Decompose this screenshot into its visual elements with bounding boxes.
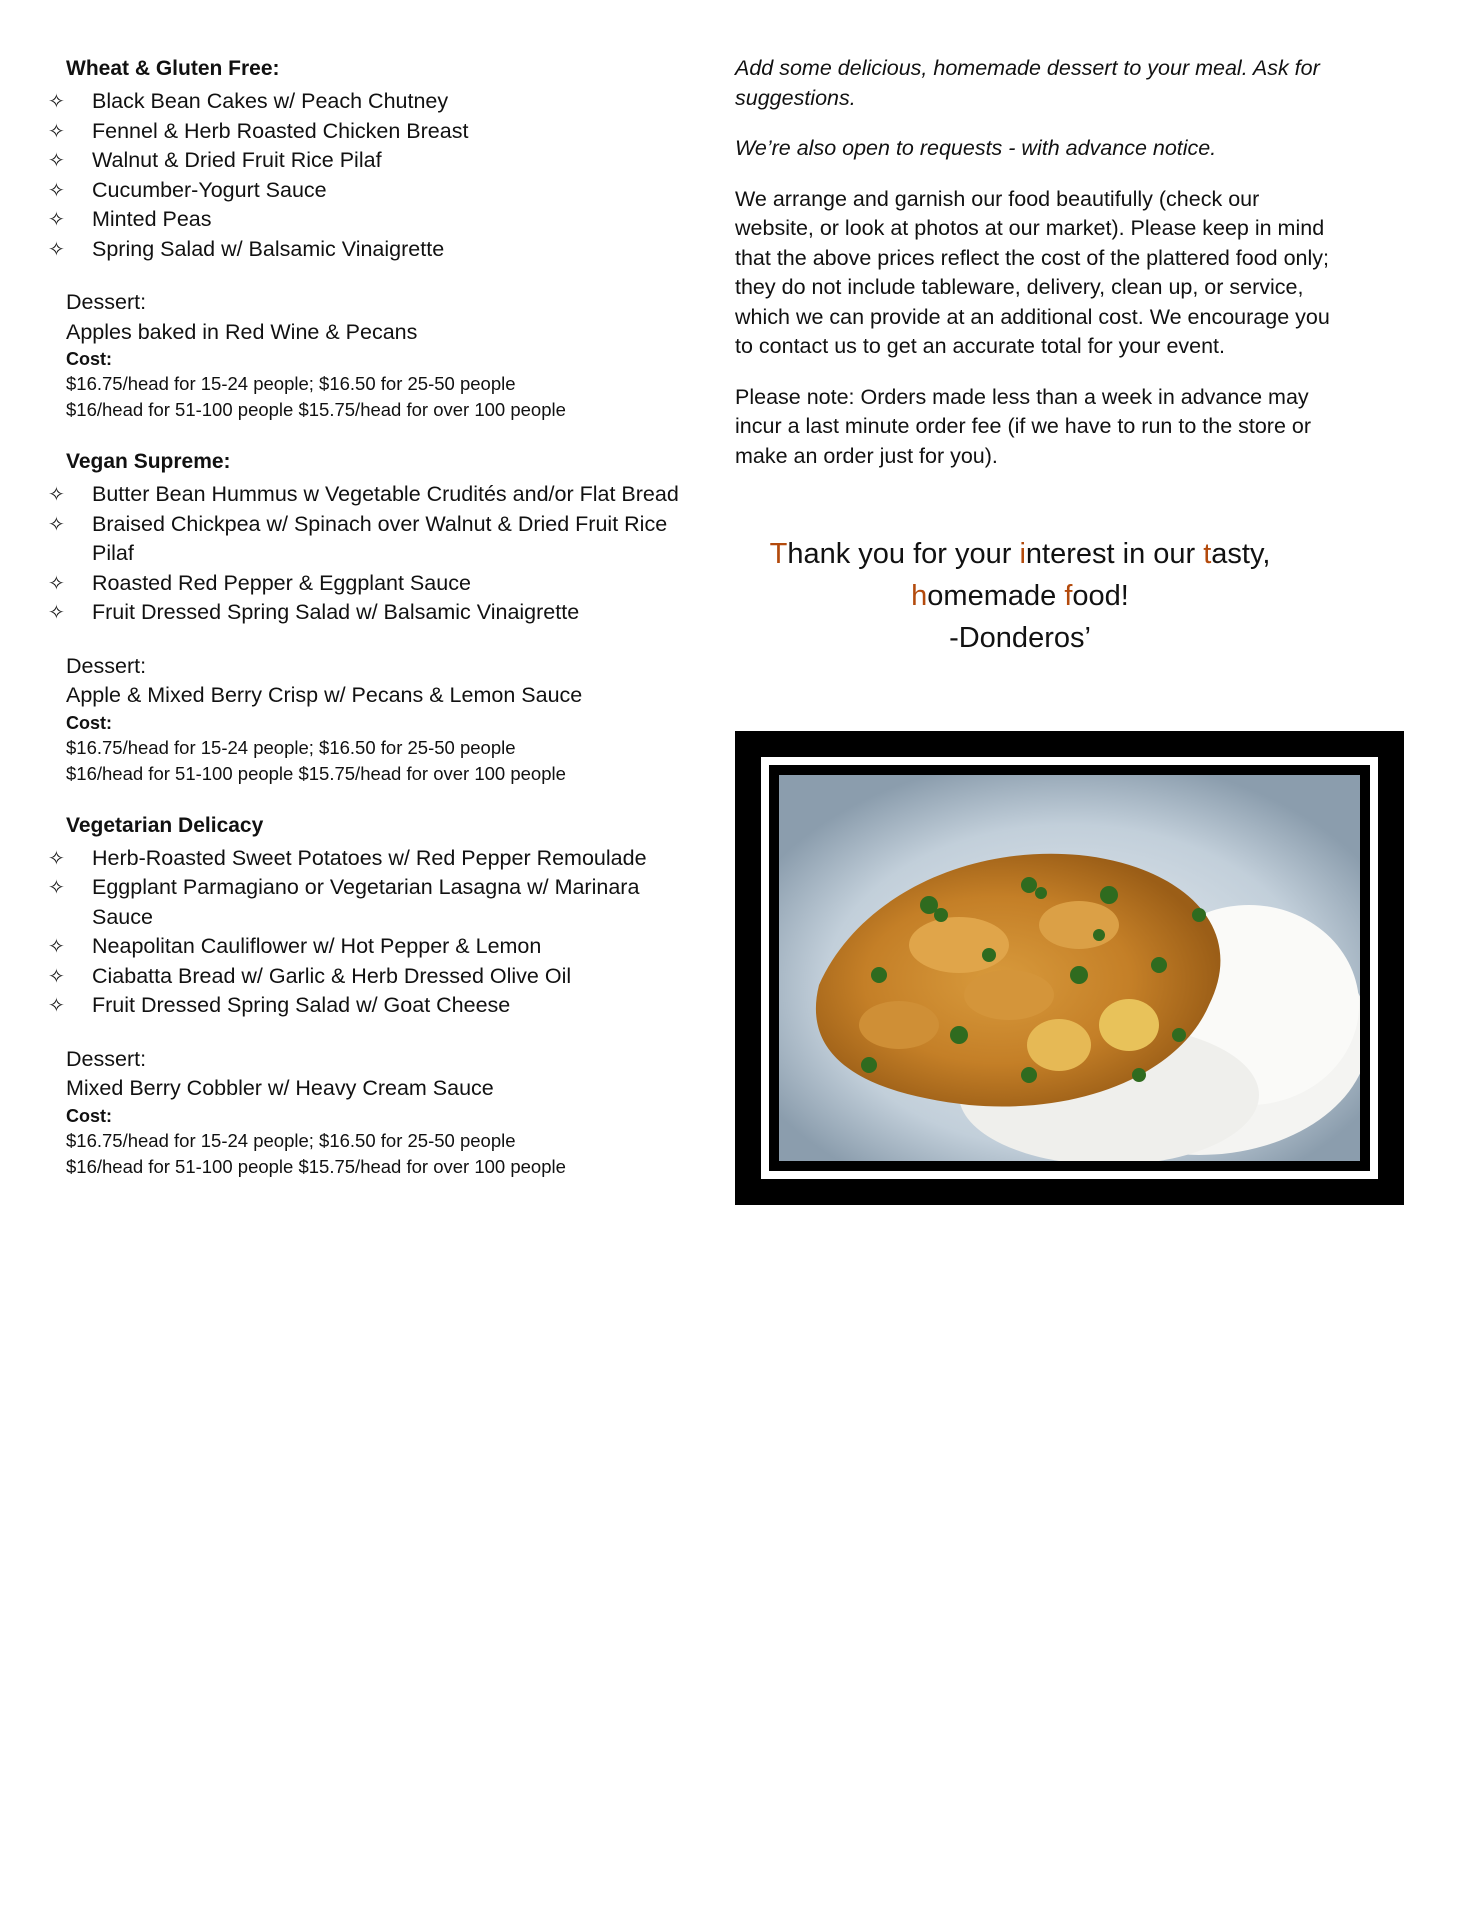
requests-note: We’re also open to requests - with advance notice. bbox=[735, 136, 1217, 160]
star-bullet-icon: ✧ bbox=[48, 570, 65, 595]
menu-item: ✧ Spring Salad w/ Balsamic Vinaigrette bbox=[40, 235, 680, 265]
cost-line: $16.75/head for 15-24 people; $16.50 for 25-50 people bbox=[66, 373, 516, 394]
star-bullet-icon: ✧ bbox=[48, 207, 65, 231]
dessert-item: Apples baked in Red Wine & Pecans bbox=[66, 319, 418, 344]
menu-vegan-supreme bbox=[40, 447, 680, 787]
menu-item: ✧ Fruit Dressed Spring Salad w/ Balsamic Vinaigrette bbox=[40, 598, 680, 628]
menu-title: Vegan Supreme: bbox=[66, 450, 231, 473]
signature: -Donderos’ bbox=[949, 622, 1091, 654]
star-bullet-icon: ✧ bbox=[48, 845, 65, 870]
menu-title: Wheat & Gluten Free: bbox=[66, 57, 280, 80]
menu-item: ✧ Ciabatta Bread w/ Garlic & Herb Dressed Olive Oil bbox=[40, 962, 680, 992]
star-bullet-icon: ✧ bbox=[48, 934, 65, 958]
menu-item: ✧ Butter Bean Hummus w Vegetable Crudités and/or Flat Bread bbox=[40, 480, 680, 510]
menu-item: ✧ Cucumber-Yogurt Sauce bbox=[40, 176, 680, 206]
star-bullet-icon: ✧ bbox=[48, 177, 65, 202]
dessert-item: Mixed Berry Cobbler w/ Heavy Cream Sauce bbox=[66, 1076, 494, 1100]
cost-line: $16.75/head for 15-24 people; $16.50 for 25-50 people bbox=[66, 736, 516, 758]
menu-item: ✧ Minted Peas bbox=[40, 205, 680, 235]
star-bullet-icon: ✧ bbox=[48, 482, 65, 506]
dessert-label: Dessert: bbox=[66, 1046, 147, 1071]
thank-you-message bbox=[735, 533, 1305, 659]
dessert-label: Dessert: bbox=[66, 290, 147, 314]
dessert-label: Dessert: bbox=[66, 653, 147, 678]
order-note: Please note: Orders made less than a week in advance may incur a last minute order fee (if we have to run to the store or make an order just for you). bbox=[735, 384, 1312, 468]
thanks-line-1: Thank you for your interest in our tasty, bbox=[769, 538, 1271, 570]
food-photo-frame bbox=[735, 731, 1404, 1205]
menu-column bbox=[40, 54, 680, 1204]
menu-title: Vegetarian Delicacy bbox=[66, 813, 264, 837]
cost-line: $16/head for 51-100 people $15.75/head for over 100 people bbox=[66, 762, 566, 784]
cost-label: Cost: bbox=[66, 1105, 112, 1126]
menu-item: ✧ Roasted Red Pepper & Eggplant Sauce bbox=[40, 569, 680, 599]
star-bullet-icon: ✧ bbox=[48, 875, 65, 899]
cost-line: $16/head for 51-100 people $15.75/head for over 100 people bbox=[66, 1155, 566, 1177]
menu-item: ✧ Black Bean Cakes w/ Peach Chutney bbox=[40, 87, 680, 117]
menu-wheat-gluten-free bbox=[40, 54, 680, 423]
star-bullet-icon: ✧ bbox=[48, 236, 65, 261]
menu-item-list bbox=[40, 480, 680, 628]
star-bullet-icon: ✧ bbox=[48, 600, 65, 624]
cost-line: $16/head for 51-100 people $15.75/head for over 100 people bbox=[66, 399, 566, 420]
cost-label: Cost: bbox=[66, 712, 112, 733]
menu-item: ✧ Herb-Roasted Sweet Potatoes w/ Red Pepper Remoulade bbox=[40, 844, 680, 874]
cost-label: Cost: bbox=[66, 349, 112, 369]
thanks-line-2: homemade food! bbox=[911, 580, 1129, 612]
dessert-block bbox=[66, 652, 680, 711]
menu-item: ✧ Neapolitan Cauliflower w/ Hot Pepper & Lemon bbox=[40, 932, 680, 962]
cost-line: $16.75/head for 15-24 people; $16.50 for 25-50 people bbox=[66, 1129, 516, 1151]
dessert-note: Add some delicious, homemade dessert to your meal. Ask for suggestions. bbox=[735, 56, 1320, 110]
star-bullet-icon: ✧ bbox=[48, 993, 65, 1017]
dessert-block bbox=[66, 288, 680, 347]
dessert-item: Apple & Mixed Berry Crisp w/ Pecans & Lemon Sauce bbox=[66, 683, 583, 707]
menu-item: ✧ Braised Chickpea w/ Spinach over Walnut & Dried Fruit Rice Pilaf bbox=[48, 511, 668, 565]
menu-item: ✧ Fennel & Herb Roasted Chicken Breast bbox=[40, 117, 680, 147]
star-bullet-icon: ✧ bbox=[48, 963, 65, 988]
curry-rice-illustration bbox=[779, 775, 1360, 1161]
menu-item-list bbox=[40, 844, 680, 1021]
garnish-paragraph: We arrange and garnish our food beautifully (check our website, or look at photos at our market). Please keep in mind that the above prices reflect the cost of the plattered food only; they do not include tableware, delivery, clean up, or service, which we can provide at an additional cost. We encourage you to contact us to get an accurate total for your event. bbox=[735, 186, 1330, 358]
star-bullet-icon: ✧ bbox=[48, 148, 65, 172]
menu-item: ✧ Walnut & Dried Fruit Rice Pilaf bbox=[40, 146, 680, 176]
menu-item: ✧ Eggplant Parmagiano or Vegetarian Lasagna w/ Marinara Sauce bbox=[48, 875, 640, 929]
menu-vegetarian-delicacy bbox=[40, 811, 680, 1180]
star-bullet-icon: ✧ bbox=[48, 89, 65, 113]
curry-rice-photo bbox=[779, 775, 1360, 1161]
dessert-block bbox=[66, 1045, 680, 1104]
info-column bbox=[735, 54, 1335, 659]
star-bullet-icon: ✧ bbox=[48, 118, 65, 143]
menu-item-list bbox=[40, 87, 680, 264]
star-bullet-icon: ✧ bbox=[48, 511, 65, 536]
menu-item: ✧ Fruit Dressed Spring Salad w/ Goat Cheese bbox=[40, 991, 680, 1021]
